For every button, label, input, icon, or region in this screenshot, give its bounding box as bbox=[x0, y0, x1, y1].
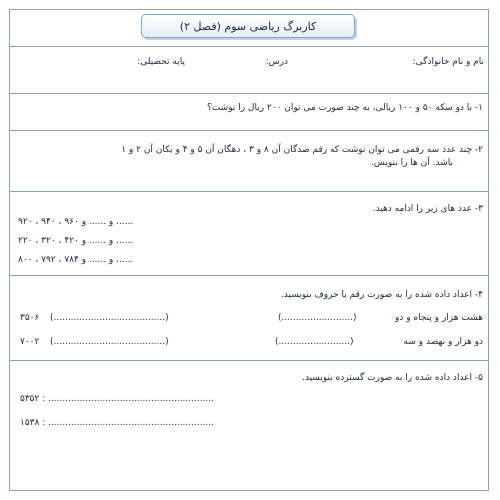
sequence-row-3: ...... و ...... و ۷۸۴ ، ۷۹۲ ، ۸۰۰ bbox=[18, 255, 134, 265]
divider-q1 bbox=[9, 130, 489, 131]
divider-header bbox=[9, 46, 489, 47]
q4-item-1-blank: (.........................) bbox=[278, 313, 357, 323]
q4-item-4-blank: (.......................................) bbox=[50, 337, 169, 347]
sequence-row-2: ...... و ...... و ۴۲۰ ، ۳۲۰ ، ۲۲۰ bbox=[18, 236, 134, 246]
q4-item-2-number: ۳۵۰۶ bbox=[20, 313, 40, 323]
q4-item-3-blank: (.........................) bbox=[275, 337, 354, 347]
question-5-prompt: ۵- اعداد داده شده را به صورت گسترده بنویسید. bbox=[301, 373, 483, 383]
divider-q2 bbox=[9, 191, 489, 192]
q5-item-1: ۵۳۵۲ : .......................................................... bbox=[20, 394, 215, 404]
q5-item-2: ۱۵۳۸ : .......................................................... bbox=[20, 418, 215, 428]
q4-item-1-text: هشت هزار و پنجاه و دو bbox=[394, 313, 483, 323]
worksheet-title: کاربرگ ریاضی سوم (فصل ۲) bbox=[141, 14, 355, 38]
grade-label: پایه تحصیلی: bbox=[137, 57, 185, 67]
divider-info bbox=[9, 93, 489, 94]
question-3-prompt: ۳- عدد های زیر را ادامه دهید. bbox=[372, 204, 483, 214]
sequence-row-1: ...... و ...... و ۹۶۰ ، ۹۴۰ ، ۹۲۰ bbox=[18, 217, 134, 227]
divider-q4 bbox=[9, 360, 489, 361]
lesson-label: درس: bbox=[265, 57, 288, 67]
divider-q3 bbox=[9, 275, 489, 276]
q4-item-4-number: ۷۰۰۲ bbox=[20, 337, 40, 347]
question-4-prompt: ۴- اعداد داده شده را به صورت رقم یا حروف بنویسید. bbox=[280, 290, 483, 300]
question-1-text: ۱- با دو سکه ۵۰ و ۱۰۰ ریالی، به چند صورت می توان ۲۰۰ ریال را نوشت؟ bbox=[207, 103, 483, 113]
name-label: نام و نام خانوادگی: bbox=[412, 57, 484, 67]
q4-item-3-text: دو هزار و نهصد و سه bbox=[403, 337, 483, 347]
question-2-line-2: باشد. آن ها را بنویس. bbox=[371, 158, 453, 168]
question-2-line-1: ۲- چند عدد سه رقمی می توان نوشت که رقم صدگان آن ۸ و ۳ ، دهگان آن ۵ و ۴ و یکان آن ۲ و ۱ bbox=[121, 145, 483, 155]
q4-item-2-blank: (.......................................) bbox=[50, 313, 169, 323]
